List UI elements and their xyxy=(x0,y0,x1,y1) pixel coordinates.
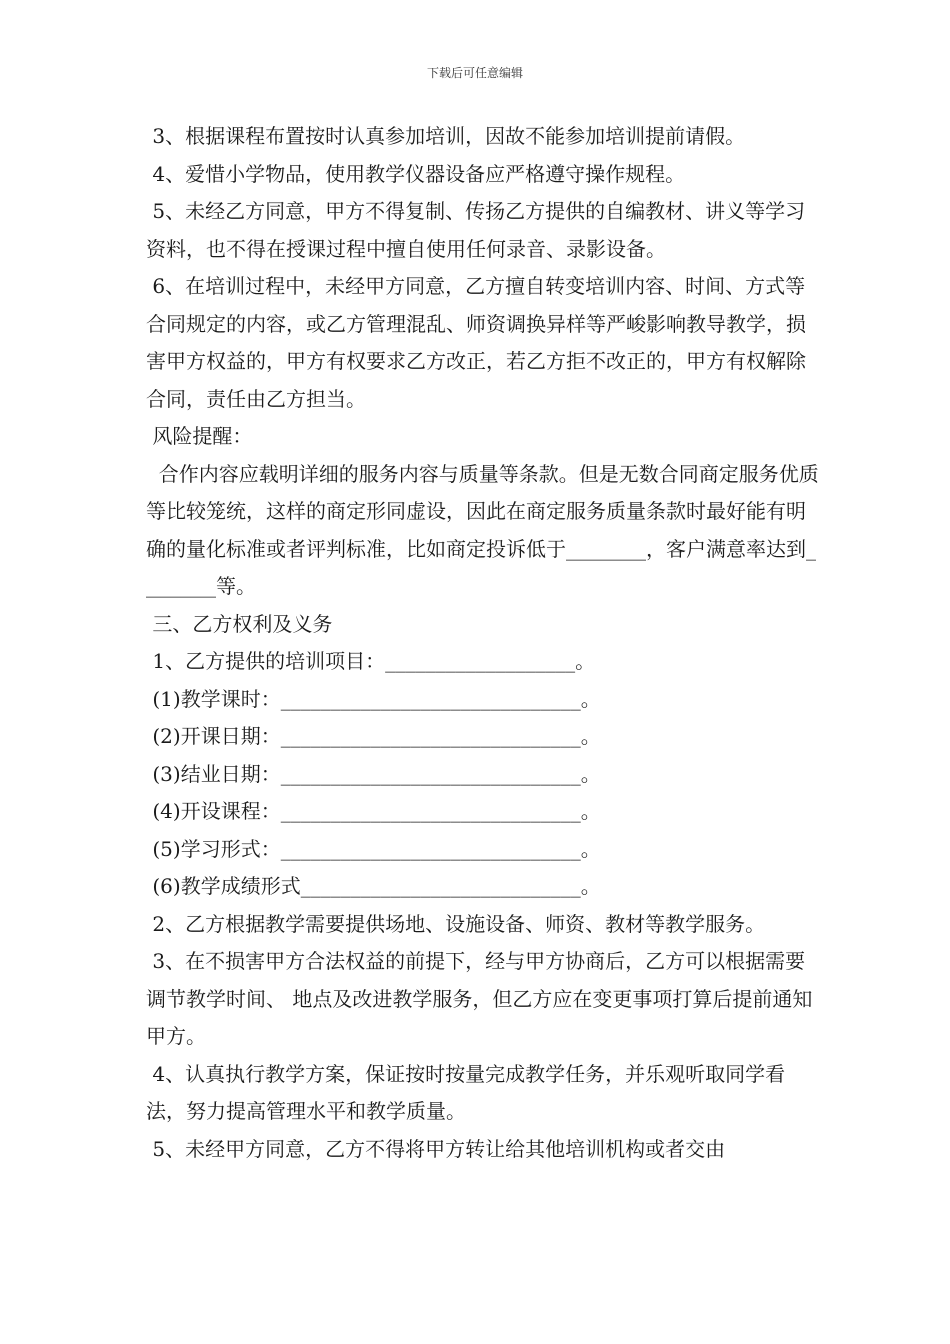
paragraph: 5、未经甲方同意，乙方不得将甲方转让给其他培训机构或者交由 xyxy=(146,1136,726,1161)
paragraph: 5、未经乙方同意，甲方不得复制、传扬乙方提供的自编教材、讲义等学习资料，也不得在授课过程中擅自使用任何录音、录影设备。 xyxy=(146,199,806,261)
paragraph: 3、根据课程布置按时认真参加培训，因故不能参加培训提前请假。 xyxy=(146,124,746,148)
paragraph: 合作内容应载明详细的服务内容与质量等条款。但是无数合同商定服务优质等比较笼统，这样的商定形同虚设，因此在商定服务质量条款时最好能有明确的量化标准或者评判标准，比如商定投诉低于________，客户满意率达到________等。 xyxy=(146,461,819,598)
list-item: (2)开课日期：______________________________。 xyxy=(146,724,601,748)
paragraph: 2、乙方根据教学需要提供场地、设施设备、师资、教材等教学服务。 xyxy=(146,911,766,936)
paragraph: 6、在培训过程中，未经甲方同意，乙方擅自转变培训内容、时间、方式等合同规定的内容，或乙方管理混乱、师资调换异样等严峻影响教导教学，损害甲方权益的，甲方有权要求乙方改正，若乙方拒不改正的，甲方有权解除合同，责任由乙方担当。 xyxy=(146,274,806,411)
list-item: (4)开设课程：______________________________。 xyxy=(146,799,601,823)
list-item: (1)教学课时：______________________________。 xyxy=(146,686,601,711)
list-item: (5)学习形式：______________________________。 xyxy=(146,836,601,861)
paragraph: 3、在不损害甲方合法权益的前提下，经与甲方协商后，乙方可以根据需要调节教学时间、 地点及改进教学服务，但乙方应在变更事项打算后提前通知甲方。 xyxy=(146,949,813,1048)
document-body xyxy=(146,118,821,1168)
paragraph: 4、爱惜小学物品，使用教学仪器设备应严格遵守操作规程。 xyxy=(146,161,686,186)
list-item: (3)结业日期：______________________________。 xyxy=(146,761,601,786)
section-note-heading: 风险提醒： xyxy=(146,424,253,448)
list-item: (6)教学成绩形式____________________________。 xyxy=(146,874,601,898)
page-header: 下载后可任意编辑 xyxy=(426,66,523,80)
list-item: 1、乙方提供的培训项目：___________________。 xyxy=(146,649,596,673)
paragraph: 4、认真执行教学方案，保证按时按量完成教学任务，并乐观听取同学看法，努力提高管理水平和教学质量。 xyxy=(146,1061,786,1123)
section-heading: 三、乙方权利及义务 xyxy=(146,611,333,636)
